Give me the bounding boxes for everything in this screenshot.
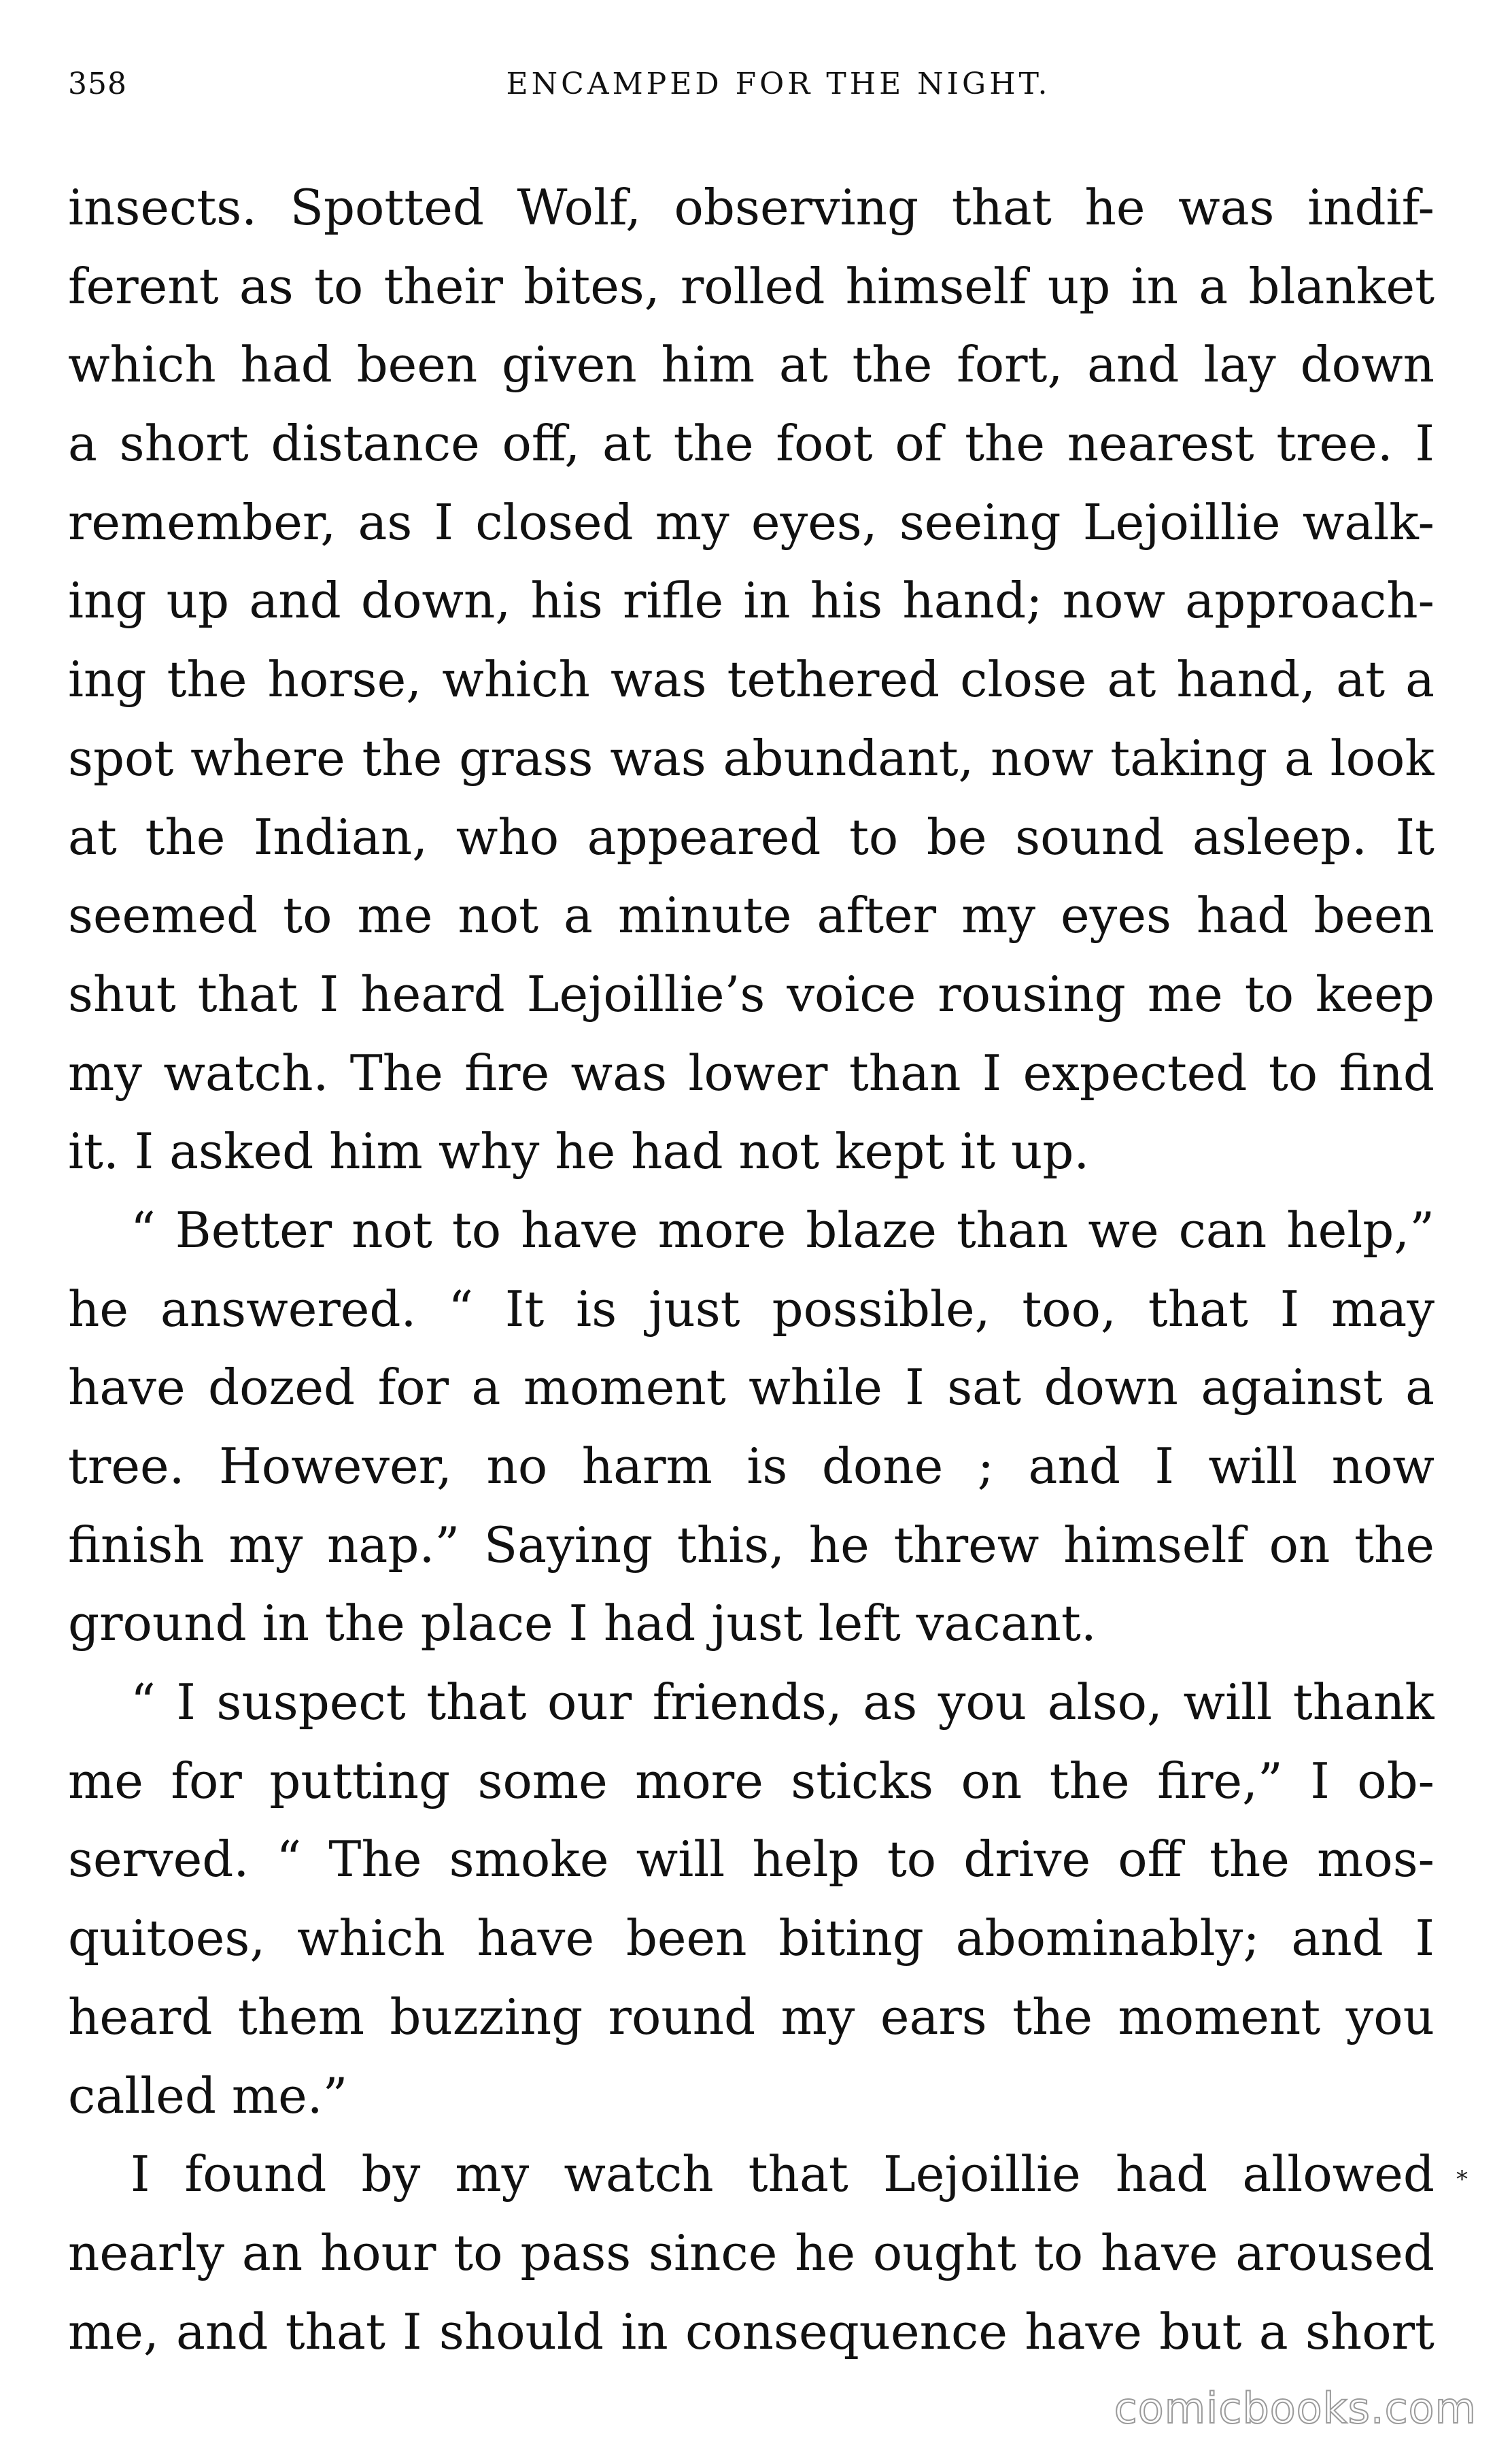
- text-line: heard them buzzing round my ears the moment you: [68, 1988, 1434, 2045]
- text-line: shut that I heard Lejoillie’s voice rousing me to keep: [68, 965, 1434, 1023]
- text-line: me, and that I should in consequence have but a short: [68, 2302, 1434, 2360]
- text-line: insects. Spotted Wolf, observing that he was indif-: [68, 179, 1434, 236]
- text-line: nearly an hour to pass since he ought to have aroused: [68, 2224, 1434, 2281]
- text-line: ing up and down, his rifle in his hand; now approach-: [68, 572, 1434, 630]
- body-text: [68, 169, 1434, 2371]
- watermark: comicbooks.com: [1114, 2383, 1477, 2433]
- text-line: spot where the grass was abundant, now taking a look: [68, 729, 1434, 787]
- text-line: me for putting some more sticks on the fire,” I ob-: [68, 1752, 1434, 1809]
- text-line: called me.”: [68, 2067, 348, 2124]
- text-line: he answered. “ It is just possible, too, that I may: [68, 1280, 1434, 1338]
- text-line: ground in the place I had just left vacant.: [68, 1595, 1097, 1652]
- text-line: my watch. The fire was lower than I expected to find: [68, 1044, 1434, 1102]
- text-line: I found by my watch that Lejoillie had allowed: [131, 2145, 1434, 2203]
- text-line: “ Better not to have more blaze than we can help,”: [131, 1201, 1434, 1259]
- text-line: have dozed for a moment while I sat down against a: [68, 1359, 1434, 1416]
- text-line: “ I suspect that our friends, as you also, will thank: [131, 1673, 1434, 1731]
- text-line: served. “ The smoke will help to drive off the mos-: [68, 1831, 1434, 1888]
- running-title: ENCAMPED FOR THE NIGHT.: [506, 67, 1051, 101]
- text-line: at the Indian, who appeared to be sound asleep. It: [68, 808, 1434, 866]
- text-line: it. I asked him why he had not kept it up.: [68, 1123, 1090, 1180]
- text-line: quitoes, which have been biting abominably; and I: [68, 1909, 1434, 1967]
- text-line: remember, as I closed my eyes, seeing Lejoillie walk-: [68, 493, 1434, 551]
- text-line: ing the horse, which was tethered close at hand, at a: [68, 651, 1434, 709]
- text-line: ferent as to their bites, rolled himself up in a blanket: [68, 257, 1434, 315]
- asterisk-mark: *: [1456, 2166, 1468, 2193]
- text-line: which had been given him at the fort, and lay down: [68, 336, 1434, 394]
- text-line: seemed to me not a minute after my eyes had been: [68, 887, 1434, 945]
- text-line: tree. However, no harm is done ; and I will now: [68, 1438, 1434, 1495]
- text-line: finish my nap.” Saying this, he threw himself on the: [68, 1516, 1434, 1574]
- text-line: a short distance off, at the foot of the nearest tree. I: [68, 415, 1434, 473]
- page-number: 358: [68, 67, 127, 101]
- running-head: [68, 67, 1434, 114]
